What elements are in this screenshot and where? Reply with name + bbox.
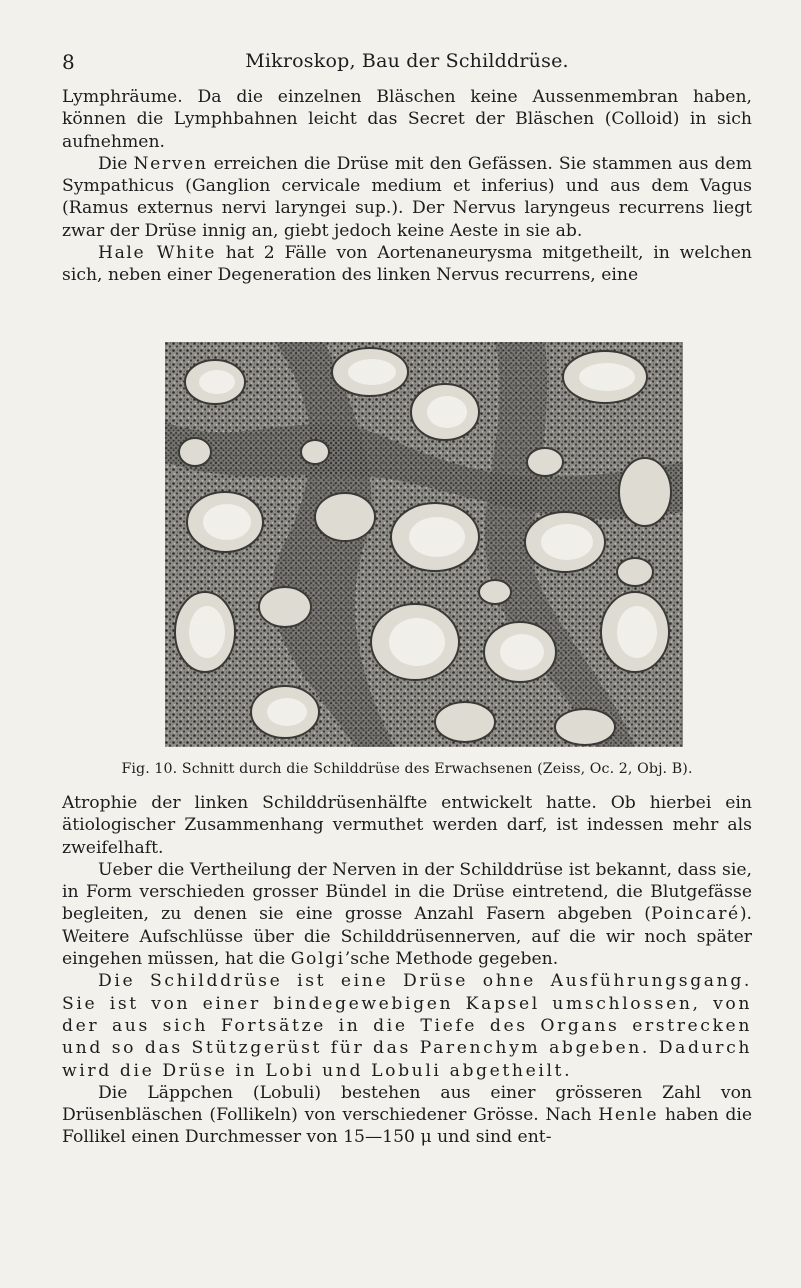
- paragraph-hale-white: [62, 242, 752, 287]
- paragraph-gland-structure: Die Schilddrüse ist eine Drüse ohne Ausführungsgang. Sie ist von einer bindegewebigen Kapsel umschlossen, von der aus sich Fortsätze in die Tiefe des Organs erstrecken und so das Stützgerüst für das Parenchym abgeben. Dadurch wird die Drüse in Lobi und Lobuli abgetheilt.: [62, 971, 752, 1081]
- nerves-rest: erreichen die Drüse mit den Gefässen. Sie stammen aus dem Sympathicus (Ganglion cervicale medium et inferius) und aus dem Vagus (Ramus externus nervi laryngei sup.). Der Nervus laryngeus recurrens liegt zwar der Drüse innig an, giebt jedoch keine Aeste in sie ab.: [62, 153, 753, 241]
- paragraph-lobules: [62, 1082, 752, 1149]
- author-poincare: Poincaré: [650, 904, 740, 925]
- author-golgi: Golgi: [290, 949, 345, 970]
- distribution-part-3: ’sche Methode gegeben.: [344, 949, 559, 970]
- paragraph-nerves: [62, 153, 752, 242]
- distribution-part-1: Ueber die Vertheilung der Nerven in der Schilddrüse ist bekannt, dass sie, in Form verschieden grosser Bündel in die Drüse eintretend, die Blutgefässe begleiten, zu denen sie eine grosse Anzahl Fasern abgeben (: [62, 859, 752, 925]
- thyroid-section-illustration: [165, 342, 683, 747]
- running-title: Mikroskop, Bau der Schilddrüse.: [245, 50, 569, 72]
- figure-caption: Fig. 10. Schnitt durch die Schilddrüse des Erwachsenen (Zeiss, Oc. 2, Obj. B).: [121, 761, 693, 777]
- page-header: [62, 50, 752, 78]
- author-henle: Henle: [598, 1105, 659, 1126]
- nerves-prefix: Die: [98, 153, 134, 174]
- figure-10-micrograph: [165, 342, 683, 747]
- text-block-bottom: [62, 792, 752, 1149]
- distribution-part-2: ). Weitere Aufschlüsse über die Schilddrüsennerven, auf die wir noch später eingehen müssen, hat die: [62, 904, 752, 970]
- lobules-part-2: haben die Follikel einen Durchmesser von 15—150 μ und sind ent-: [62, 1105, 752, 1148]
- author-hale-white: Hale White: [98, 243, 216, 264]
- lobules-part-1: Die Läppchen (Lobuli) bestehen aus einer grösseren Zahl von Drüsenbläschen (Follikeln) von verschiedener Grösse. Nach: [62, 1082, 752, 1126]
- paragraph-lymph: Lymphräume. Da die einzelnen Bläschen keine Aussenmembran haben, können die Lymphbahnen leicht das Secret der Bläschen (Colloid) in sich aufnehmen.: [62, 87, 752, 152]
- hale-white-rest: hat 2 Fälle von Aortenaneurysma mitgetheilt, in welchen sich, neben einer Degeneration des linken Nervus recurrens, eine: [62, 243, 752, 286]
- paragraph-atrophy: Atrophie der linken Schilddrüsenhälfte entwickelt hatte. Ob hierbei ein ätiologischer Zusammenhang vermuthet werden darf, ist indessen mehr als zweifelhaft.: [62, 793, 752, 858]
- page-number: 8: [62, 50, 75, 74]
- nerves-emphasis: Nerven: [133, 153, 208, 174]
- text-block-top: [62, 86, 752, 287]
- paragraph-nerve-distribution: [62, 859, 752, 970]
